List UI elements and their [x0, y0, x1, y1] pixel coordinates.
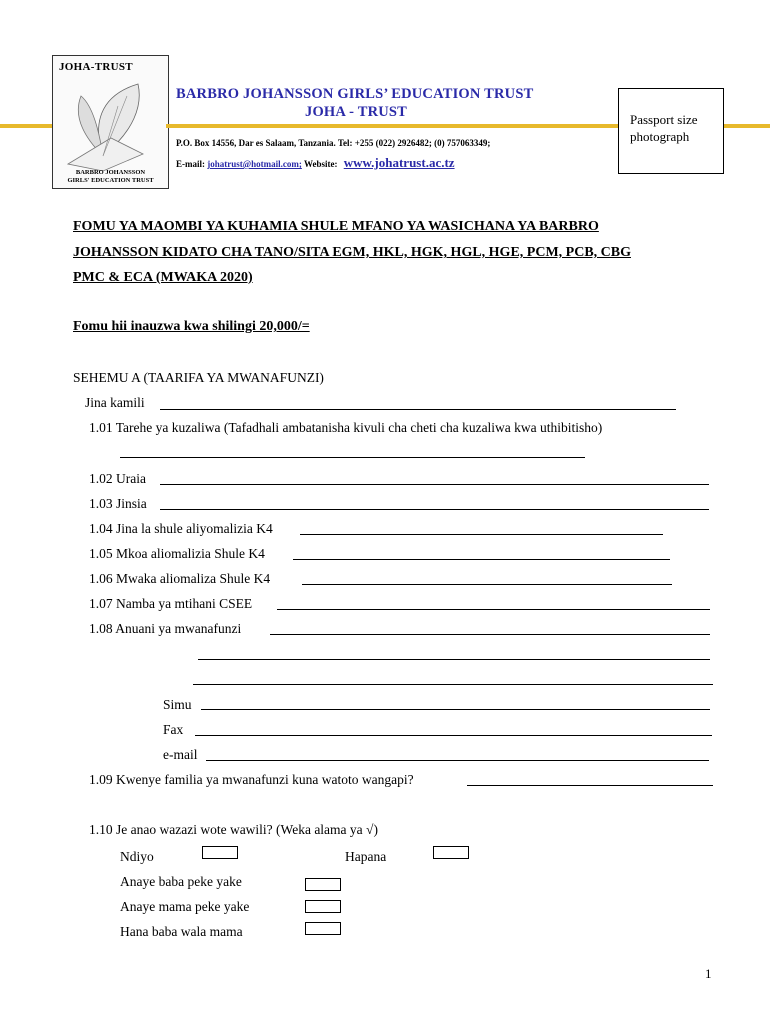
logo-caption-line1: BARBRO JOHANSSON — [75, 169, 146, 176]
school-region-field[interactable] — [293, 559, 670, 560]
nationality-field[interactable] — [160, 484, 709, 485]
siblings-field[interactable] — [467, 785, 713, 786]
org-address: P.O. Box 14556, Dar es Salaam, Tanzania. Tel: +255 (022) 2926482; (0) 757063349; — [176, 138, 491, 148]
option-neither-checkbox[interactable] — [305, 922, 341, 935]
previous-school-field[interactable] — [300, 534, 663, 535]
gender-field[interactable] — [160, 509, 709, 510]
photo-label-line1: Passport size — [630, 112, 698, 127]
dob-label: 1.01 Tarehe ya kuzaliwa (Tafadhali ambatanisha kivuli cha cheti cha kuzaliwa kwa uthibitisho) — [89, 420, 603, 435]
full-name-label: Jina kamili — [85, 395, 145, 410]
fax-field[interactable] — [195, 735, 712, 736]
phone-label: Simu — [163, 697, 192, 712]
form-title-line2: JOHANSSON KIDATO CHA TANO/SITA EGM, HKL, HGK, HGL, HGE, PCM, PCB, CBG — [73, 245, 631, 260]
phone-field[interactable] — [201, 709, 710, 710]
website-label: Website: — [303, 159, 338, 169]
address-field-3[interactable] — [193, 684, 713, 685]
dob-field[interactable] — [120, 457, 585, 458]
email-label: E-mail: — [176, 159, 205, 169]
org-short-name: JOHA - TRUST — [305, 104, 408, 120]
siblings-label: 1.09 Kwenye familia ya mwanafunzi kuna watoto wangapi? — [89, 772, 414, 787]
completion-year-field[interactable] — [302, 584, 672, 585]
email-link[interactable]: johatrust@hotmail.com; — [207, 159, 302, 169]
butterfly-logo-icon — [63, 76, 158, 171]
address-field-1[interactable] — [270, 634, 710, 635]
completion-year-label: 1.06 Mwaka aliomaliza Shule K4 — [89, 571, 271, 586]
option-father-only-checkbox[interactable] — [305, 878, 341, 891]
option-mother-only-label: Anaye mama peke yake — [120, 899, 250, 914]
address-field-2[interactable] — [198, 659, 710, 660]
email-field-label: e-mail — [163, 747, 198, 762]
option-yes-label: Ndiyo — [120, 849, 154, 864]
csee-number-label: 1.07 Namba ya mtihani CSEE — [89, 596, 253, 611]
org-name: BARBRO JOHANSSON GIRLS’ EDUCATION TRUST — [176, 86, 534, 102]
form-title-line3: PMC & ECA (MWAKA 2020) — [73, 270, 253, 285]
form-title-line1: FOMU YA MAOMBI YA KUHAMIA SHULE MFANO YA WASICHANA YA BARBRO — [73, 219, 599, 234]
email-field[interactable] — [206, 760, 709, 761]
header-divider-left — [0, 124, 52, 128]
option-no-label: Hapana — [345, 849, 387, 864]
section-a-heading: SEHEMU A (TAARIFA YA MWANAFUNZI) — [73, 370, 324, 385]
logo-caption-line2: GIRLS' EDUCATION TRUST — [67, 177, 154, 184]
passport-photo-box — [618, 88, 724, 174]
previous-school-label: 1.04 Jina la shule aliyomalizia K4 — [89, 521, 273, 536]
nationality-label: 1.02 Uraia — [89, 471, 146, 486]
gender-label: 1.03 Jinsia — [89, 496, 147, 511]
photo-label-line2: photograph — [630, 129, 690, 144]
option-father-only-label: Anaye baba peke yake — [120, 874, 242, 889]
fax-label: Fax — [163, 722, 184, 737]
full-name-field[interactable] — [160, 409, 676, 410]
option-mother-only-checkbox[interactable] — [305, 900, 341, 913]
option-yes-checkbox[interactable] — [202, 846, 238, 859]
csee-number-field[interactable] — [277, 609, 710, 610]
website-link[interactable]: www.johatrust.ac.tz — [343, 155, 455, 170]
address-label: 1.08 Anuani ya mwanafunzi — [89, 621, 242, 636]
option-neither-label: Hana baba wala mama — [120, 924, 243, 939]
parents-question: 1.10 Je anao wazazi wote wawili? (Weka alama ya √) — [89, 822, 378, 837]
logo-title: JOHA-TRUST — [59, 61, 133, 73]
page-number: 1 — [705, 966, 712, 981]
school-region-label: 1.05 Mkoa aliomalizia Shule K4 — [89, 546, 265, 561]
price-note: Fomu hii inauzwa kwa shilingi 20,000/= — [73, 319, 310, 334]
trust-logo — [52, 55, 169, 189]
contact-line — [176, 155, 455, 171]
logo-caption — [53, 169, 168, 185]
option-no-checkbox[interactable] — [433, 846, 469, 859]
